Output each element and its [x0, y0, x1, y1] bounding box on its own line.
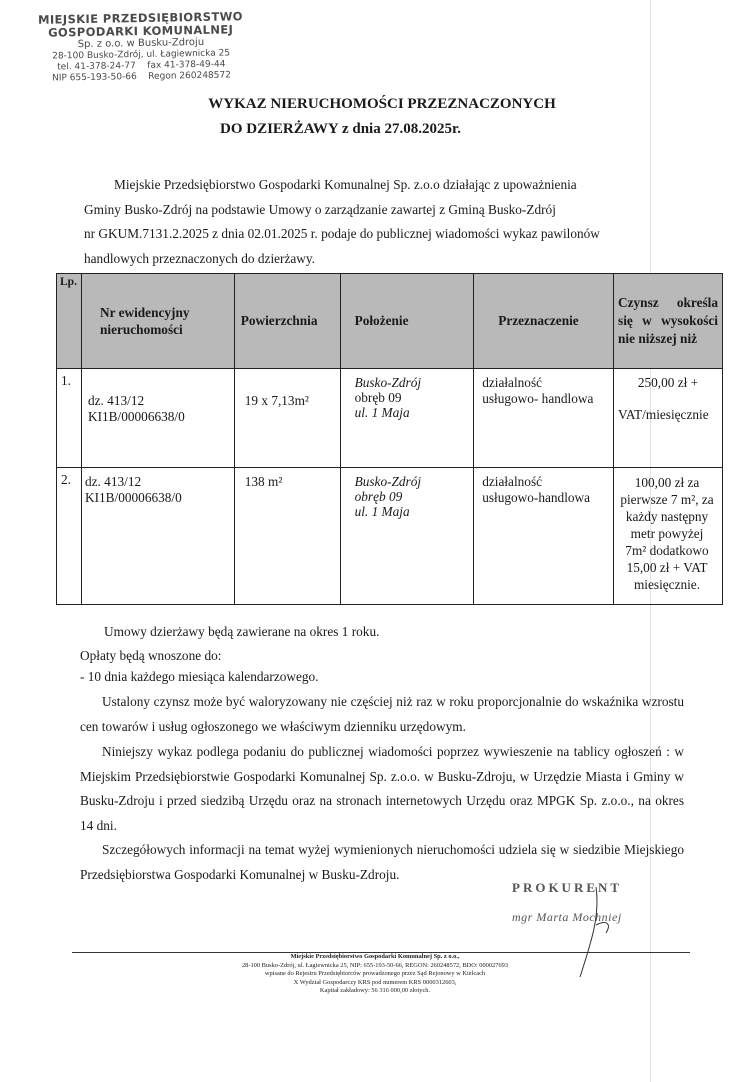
stamp-line-1: MIEJSKIE PRZEDSIĘBIORSTWO — [37, 9, 244, 27]
table-header-row — [57, 274, 723, 369]
information-text: Szczegółowych informacji na temat wyżej wymienionych nieruchomości udziela się w siedzibie Miejskiego Przedsiębiorstwa Gospodarki Komunalnej w Busku-Zdroju. — [80, 842, 684, 882]
stamp-regon: Regon 260248572 — [148, 70, 232, 82]
row2-rent — [614, 468, 723, 605]
row1-purpose — [474, 369, 614, 468]
row2-purpose-line-1: działalność — [482, 474, 543, 489]
row2-lp: 2. — [57, 468, 82, 605]
footer-line-1: Miejskie Przedsiębiorstwo Gospodarki Komunalnej Sp. z o.o., — [290, 953, 460, 960]
row1-location — [340, 369, 474, 468]
footer-line-2: 28-100 Busko-Zdrój, ul. Łagiewnicka 25, NIP: 655-193-50-66, REGON: 260248572, BDO: 000027693 — [241, 961, 509, 969]
row1-rent-line-1: 250,00 zł + — [637, 375, 699, 390]
header-rent-line-3: nie niższej niż — [618, 331, 698, 346]
header-rent — [614, 274, 723, 369]
row2-rent-line-3: każdy następny — [625, 509, 709, 524]
row2-location-line-2: obręb 09 — [354, 489, 403, 504]
stamp-nip: NIP 655-193-50-66 — [52, 72, 137, 84]
intro-line-4: handlowych przeznaczonych do dzierżawy. — [84, 250, 315, 266]
indexation-paragraph — [80, 690, 684, 739]
lease-term-paragraph: Umowy dzierżawy będą zawierane na okres 1 roku. — [104, 624, 380, 639]
document-title-line-1: WYKAZ NIERUCHOMOŚCI PRZEZNACZONYCH — [208, 96, 556, 112]
row1-purpose-line-1: działalność — [482, 375, 543, 390]
row2-parcel-line-1: dz. 413/12 — [84, 474, 142, 489]
stamp-address-right: ul. Łagiewnicka 25 — [146, 48, 231, 60]
row1-lp: 1. — [57, 369, 82, 468]
row2-rent-line-1: 100,00 zł za — [634, 475, 700, 490]
indexation-text: Ustalony czynsz może być waloryzowany nie częściej niż raz w roku proporcjonalnie do wskaźnika wzrostu cen towarów i usług ogłoszonego we właściwym dzienniku urzędowym. — [80, 694, 684, 734]
stamp-tel: tel. 41-378-24-77 — [57, 61, 136, 73]
intro-line-2: Gminy Busko-Zdrój na podstawie Umowy o zarządzanie zawartej z Gminą Busko-Zdrój — [84, 201, 556, 217]
intro-line-3: nr GKUM.7131.2.2025 z dnia 02.01.2025 r. podaje do publicznej wiadomości wykaz pawilonów — [84, 226, 600, 241]
row2-purpose — [474, 468, 614, 605]
footer-line-5: Kapitał zakładowy: 56 316 000,00 złotych. — [319, 987, 431, 995]
footer-line-4: X Wydział Gospodarczy KRS pod numerem KRS 0000312603, — [293, 978, 457, 986]
table-row — [57, 468, 723, 605]
row2-parcel-line-2: KI1B/00006638/0 — [84, 490, 182, 505]
stamp-fax: fax 41-378-49-44 — [147, 59, 226, 71]
header-rent-line-1: Czynsz określa — [618, 295, 718, 310]
footer-line-3: wpisane do Rejestru Przedsiębiorców prowadzonego przez Sąd Rejonowy w Kielcach — [264, 970, 486, 978]
property-table — [56, 273, 723, 605]
publication-text: Niniejszy wykaz podlega podaniu do publicznej wiadomości poprzez wywieszenie na tablicy ogłoszeń : w Miejskim Przedsiębiorstwie Gospodarki Komunalnej Sp. z.o.o. w Busku-Zdroju, w Urzędzie Miasta i Gminy w Busku-Zdroju i przed siedzibą Urzędu oraz na stronach internetowych Urzędu oraz MPGK Sp. z.o.o., na okres 14 dni. — [80, 744, 684, 833]
signature-name: mgr Marta Mochniej — [512, 910, 622, 924]
stamp-ids — [36, 70, 246, 85]
row2-purpose-line-2: usługowo-handlowa — [482, 490, 591, 505]
stamp-address-left: 28-100 Busko-Zdrój, — [52, 49, 144, 62]
row1-location-line-3: ul. 1 Maja — [354, 405, 410, 420]
header-parcel-line-2: nieruchomości — [99, 322, 183, 337]
row1-parcel — [81, 369, 234, 468]
row1-location-line-1: Busko-Zdrój — [354, 375, 422, 390]
document-title-line-2: DO DZIERŻAWY z dnia 27.08.2025r. — [220, 121, 462, 137]
signature-title: PROKURENT — [512, 880, 623, 895]
header-rent-line-2: się w wysokości — [618, 313, 718, 328]
header-location: Położenie — [340, 274, 474, 369]
row1-parcel-line-2: KI1B/00006638/0 — [87, 409, 185, 424]
company-stamp — [35, 10, 246, 85]
row2-rent-line-2: pierwsze 7 m², za — [620, 492, 714, 507]
row2-rent-line-4: metr powyżej — [630, 526, 704, 541]
header-purpose: Przeznaczenie — [474, 274, 614, 369]
row1-rent-line-2: VAT/miesięcznie — [618, 407, 709, 422]
table-row — [57, 369, 723, 468]
publication-paragraph — [80, 740, 684, 838]
row1-purpose-line-2: usługowo- handlowa — [482, 391, 594, 406]
row2-area: 138 m² — [234, 468, 340, 605]
row1-rent — [614, 369, 723, 468]
header-parcel-line-1: Nr ewidencyjny — [99, 305, 190, 320]
payment-deadline: - 10 dnia każdego miesiąca kalendarzowego. — [80, 669, 319, 684]
row1-area: 19 x 7,13m² — [234, 369, 340, 468]
row2-location-line-1: Busko-Zdrój — [354, 474, 422, 489]
intro-paragraph — [84, 173, 644, 271]
row2-location — [340, 468, 474, 605]
stamp-line-3: Sp. z o.o. w Busku-Zdroju — [77, 36, 205, 51]
row2-rent-line-6: 15,00 zł + VAT — [626, 560, 708, 575]
payment-paragraph: Opłaty będą wnoszone do: — [80, 648, 222, 663]
stamp-line-2: GOSPODARKI KOMUNALNEJ — [48, 22, 234, 40]
intro-line-1: Miejskie Przedsiębiorstwo Gospodarki Komunalnej Sp. z.o.o działając z upoważnienia — [114, 177, 577, 192]
row1-parcel-line-1: dz. 413/12 — [87, 393, 145, 408]
row2-rent-line-5: 7m² dodatkowo — [625, 543, 709, 558]
header-lp: Lp. — [57, 274, 82, 369]
row1-location-line-2: obręb 09 — [354, 390, 402, 405]
header-area: Powierzchnia — [234, 274, 340, 369]
row2-location-line-3: ul. 1 Maja — [354, 504, 410, 519]
row2-parcel — [81, 468, 234, 605]
header-parcel-number — [81, 274, 234, 369]
row2-rent-line-7: miesięcznie. — [633, 577, 701, 592]
footer — [160, 953, 590, 996]
